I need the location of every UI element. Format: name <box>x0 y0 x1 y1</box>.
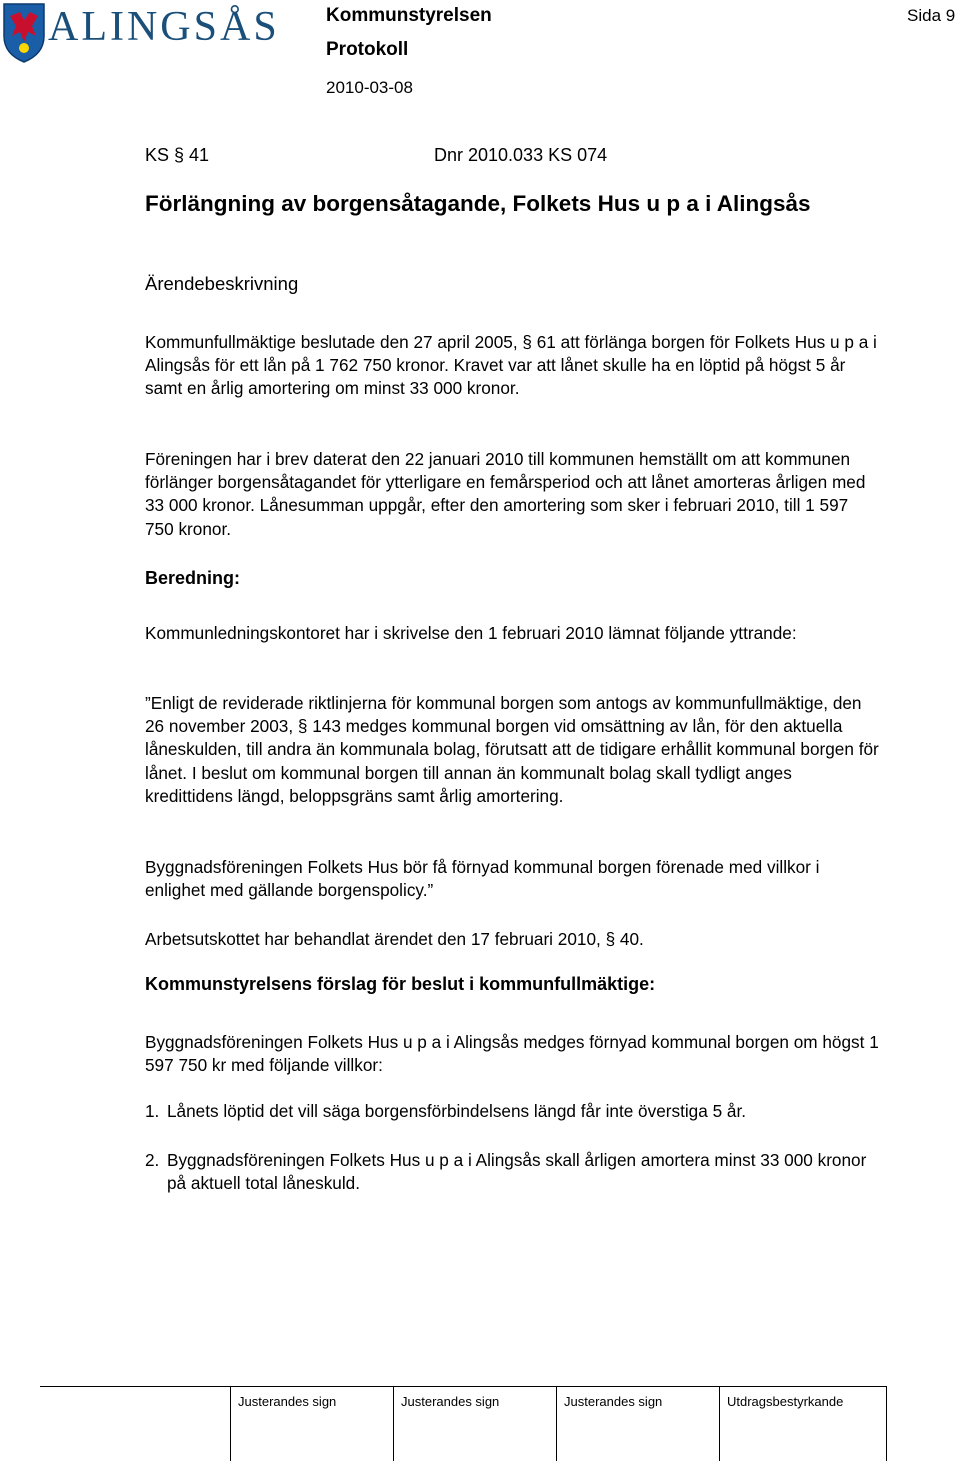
preparation-paragraph-1: Kommunledningskontoret har i skrivelse den 1 februari 2010 lämnat följande yttrande: <box>145 623 797 643</box>
coat-of-arms-icon <box>2 2 46 64</box>
case-reference <box>145 143 607 167</box>
section-heading-preparation: Beredning: <box>145 568 241 588</box>
description-paragraph-1: Kommunfullmäktige beslutade den 27 april 2005, § 61 att förlänga borgen för Folkets Hus u p a i Alingsås för ett lån på 1 762 750 kronor. Kravet var att lånet skulle ha en löptid på högst 5 år samt en årlig amortering om minst 33 000 kronor. <box>145 332 877 399</box>
signature-label: Justerandes sign <box>238 1394 337 1409</box>
signature-label: Justerandes sign <box>401 1394 500 1409</box>
logo-wordmark: ALINGSÅS <box>48 4 280 50</box>
condition-item <box>145 1149 880 1195</box>
section-heading-proposal: Kommunstyrelsens förslag för beslut i kommunfullmäktige: <box>145 974 656 994</box>
description-paragraph-2: Föreningen har i brev daterat den 22 januari 2010 till kommunen hemställt om att kommunen förlänger borgensåtagandet för ytterligare en femårsperiod och att lånet amorteras årligen med 33 000 kronor. Lånesumman uppgår, efter den amortering som sker i februari 2010, till 1 597 750 kronor. <box>145 449 866 539</box>
meeting-date: 2010-03-08 <box>326 78 413 97</box>
page-title: Förlängning av borgensåtagande, Folkets Hus u p a i Alingsås <box>145 191 811 216</box>
condition-number: 2. <box>145 1150 160 1170</box>
preparation-paragraph-2: Arbetsutskottet har behandlat ärendet den 17 februari 2010, § 40. <box>145 929 644 949</box>
organization-name: Kommunstyrelsen <box>326 5 492 26</box>
signature-label: Justerandes sign <box>564 1394 663 1409</box>
condition-number: 1. <box>145 1101 160 1121</box>
condition-text: Byggnadsföreningen Folkets Hus u p a i Alingsås skall årligen amortera minst 33 000 kronor på aktuell total låneskuld. <box>167 1150 867 1194</box>
section-heading-description: Ärendebeskrivning <box>145 273 299 294</box>
condition-text: Lånets löptid det vill säga borgensförbindelsens längd får inte överstiga 5 år. <box>167 1101 747 1121</box>
proposal-paragraph: Byggnadsföreningen Folkets Hus u p a i Alingsås medges förnyad kommunal borgen om högst 1 597 750 kr med följande villkor: <box>145 1032 879 1076</box>
document-type: Protokoll <box>326 39 409 60</box>
preparation-quote-2: Byggnadsföreningen Folkets Hus bör få förnyad kommunal borgen förenade med villkor i enlighet med gällande borgenspolicy.” <box>145 857 820 901</box>
case-dnr: Dnr 2010.033 KS 074 <box>434 145 608 165</box>
preparation-quote-1: ”Enligt de reviderade riktlinjerna för kommunal borgen som antogs av kommunfullmäktige, den 26 november 2003, § 143 medges kommunal borgen vid omsättning av lån, för den aktuella låneskulden, till andra än kommunala bolag, förutsatt att de tidigare erhållit kommunal borgen för lånet. I beslut om kommunal borgen till annan än kommunalt bolag skall tydligt anges kredittidens längd, beloppsgräns samt årlig amortering. <box>145 693 879 806</box>
condition-item <box>145 1100 880 1123</box>
certification-label: Utdragsbestyrkande <box>727 1394 844 1409</box>
page-number: Sida 9 <box>907 6 956 25</box>
case-number: KS § 41 <box>145 145 210 165</box>
